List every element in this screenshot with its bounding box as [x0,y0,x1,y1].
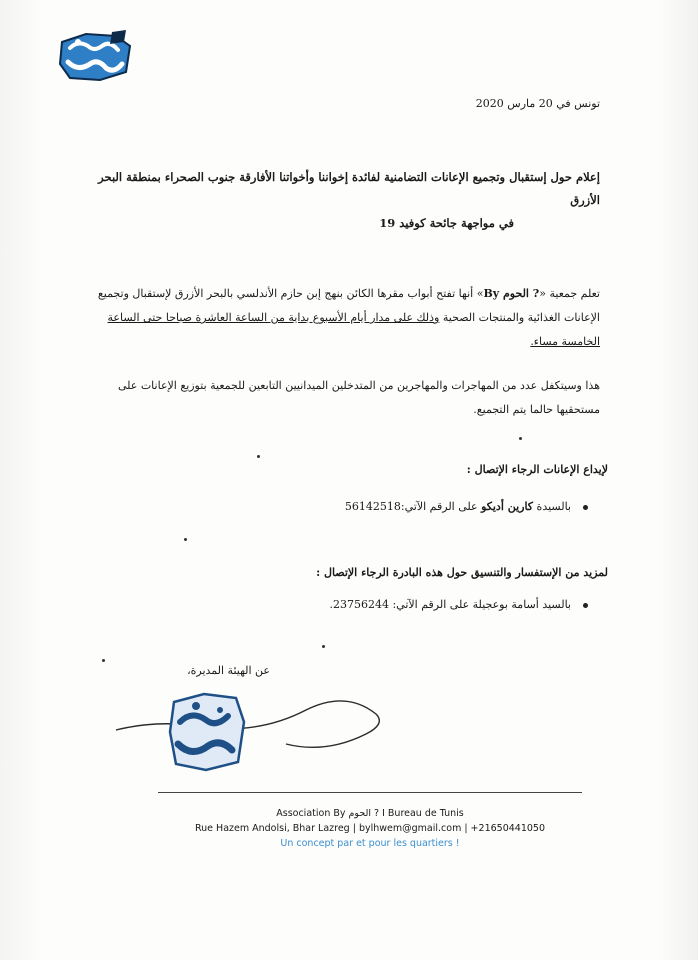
letter-date: تونس في 20 مارس 2020 [475,97,600,110]
bullet-icon [583,505,588,510]
footer-tagline: Un concept par et pour les quartiers ! [280,838,460,849]
announcement-paragraph-2: هذا وسيتكفل عدد من المهاجرات والمهاجرين من المتدخلين الميدانيين التابعين للجمعية بتوزيع الإعانات على مستحقيها حالما يتم التجميع. [117,379,600,416]
inquiry-contact [329,598,588,611]
signature-stamp [112,686,392,776]
association-logo [56,28,136,84]
footer-address: Rue Hazem Andolsi, Bhar Lazreg | bylhwem@gmail.com | +21650441050 [194,823,546,834]
contact-name: كارين أديكو [481,500,534,513]
signoff-text: عن الهيئة المديرة، [187,664,270,677]
title-line-1: إعلام حول إستقبال وتجميع الإعانات التضامنية لفائدة إخواننا وأخواتنا الأفارقة جنوب الصحراء بمنطقة البحر الأزرق [98,170,600,207]
organization-name: ? الحوم By [483,287,540,300]
opening-hours: وذلك على مدار أيام الأسبوع بداية من الساعة العاشرة صباحا حتى الساعة الخامسة مساء. [107,311,600,348]
paragraph-lead: تعلم جمعية « [539,287,600,300]
footer-divider [158,792,582,793]
letter-footer [158,806,582,851]
inquiry-heading: لمزيد من الإستفسار والتنسيق حول هذه البادرة الرجاء الإتصال : [316,566,608,579]
inquiry-contact-text: بالسيد أسامة بوعجيلة على الرقم الآتي: 23756244. [329,598,571,611]
contact-phone: على الرقم الآتي:56142518 [344,500,482,513]
bullet-icon [583,603,588,608]
footer-organization: Association By الحوم ? I Bureau de Tunis [276,808,464,819]
announcement-title [95,166,600,235]
deposit-contact [345,500,588,513]
scan-speck [184,538,187,541]
scan-speck [519,437,522,440]
deposit-heading: لإيداع الإعانات الرجاء الإتصال : [466,463,608,476]
announcement-paragraph-1 [95,282,600,354]
paragraph-body: » أنها تفتح أبواب مقرها الكائن بنهج إبن حازم الأندلسي بالبحر الأزرق لإستقبال وتجميع الإعانات الغذائية والمنتجات الصحية [97,287,600,324]
scan-speck [257,455,260,458]
title-line-2: في مواجهة جائحة كوفيد 19 [379,216,514,230]
scan-speck [102,659,105,662]
scan-speck [322,645,325,648]
contact-prefix: بالسيدة [533,500,571,513]
